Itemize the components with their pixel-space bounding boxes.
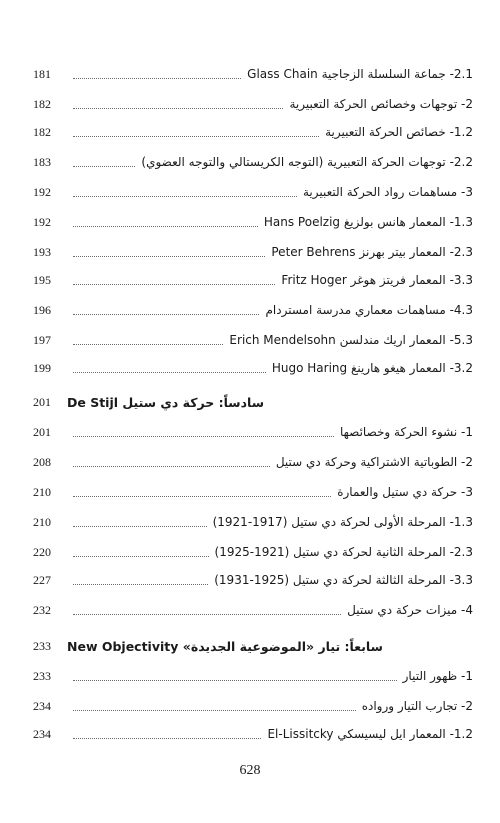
toc-entry — [33, 450, 473, 474]
toc-entry — [33, 568, 473, 592]
toc-entry — [33, 150, 473, 174]
toc-entry — [33, 298, 473, 322]
toc-entry — [33, 722, 473, 746]
toc-page-number: 201 — [33, 394, 51, 409]
toc-entry — [33, 510, 473, 534]
toc-title: 2.3- المرحلة الثانية لحركة دي ستيل (1921-1925) — [214, 545, 473, 559]
dot-leader — [73, 343, 223, 345]
toc-page-number: 192 — [33, 184, 51, 199]
toc-page-number: 232 — [33, 602, 51, 617]
toc-title: 1.2- خصائص الحركة التعبيرية — [325, 125, 473, 139]
dot-leader — [73, 679, 397, 681]
dot-leader — [73, 709, 356, 711]
toc-section-heading — [33, 634, 473, 658]
dot-leader — [73, 555, 209, 557]
toc-title: 2.1- جماعة السلسلة الزجاجية Glass Chain — [247, 67, 473, 81]
toc-page-number: 199 — [33, 360, 51, 375]
toc-title: 5.3- المعمار اريك مندلسن Erich Mendelsohn — [229, 333, 473, 347]
toc-page-number: 182 — [33, 124, 51, 139]
toc-entry — [33, 328, 473, 352]
toc-entry — [33, 92, 473, 116]
toc-page-number: 210 — [33, 514, 51, 529]
dot-leader — [73, 77, 241, 79]
toc-title: 2.2- توجهات الحركة التعبيرية (التوجه الكريستالي والتوجه العضوي) — [141, 155, 473, 169]
page-number: 628 — [239, 763, 261, 778]
dot-leader — [73, 737, 261, 739]
toc-page-number: 183 — [33, 154, 51, 169]
toc-title: 3- مساهمات رواد الحركة التعبيرية — [302, 185, 473, 199]
toc-page-number: 220 — [33, 544, 51, 559]
toc-title: 4- ميزات حركة دي ستيل — [347, 603, 473, 617]
toc-title: 1- ظهور التيار — [402, 669, 473, 683]
dot-leader — [73, 107, 283, 109]
toc-title: 2- تجارب التيار ورواده — [361, 699, 473, 713]
dot-leader — [73, 465, 270, 467]
toc-entry — [33, 268, 473, 292]
dot-leader — [73, 195, 297, 197]
toc-entry — [33, 356, 473, 380]
dot-leader — [73, 613, 341, 615]
toc-page-number: 182 — [33, 96, 51, 111]
toc-section-heading — [33, 390, 473, 414]
dot-leader — [73, 371, 266, 373]
toc-entry — [33, 180, 473, 204]
toc-page-number: 201 — [33, 424, 51, 439]
toc-title: 3.2- المعمار هيغو هارينغ Hugo Haring — [271, 361, 473, 375]
dot-leader — [73, 583, 208, 585]
toc-title: 2.3- المعمار بيتر بهرنز Peter Behrens — [271, 245, 473, 259]
toc-entry — [33, 664, 473, 688]
toc-title: 2- الطوباتية الاشتراكية وحركة دي ستيل — [275, 455, 473, 469]
toc-title: 1- نشوء الحركة وخصائصها — [339, 425, 473, 439]
toc-page-number: 208 — [33, 454, 51, 469]
toc-page-number: 234 — [33, 698, 51, 713]
toc-entry — [33, 120, 473, 144]
dot-leader — [73, 495, 331, 497]
toc-title: 4.3- مساهمات معماري مدرسة امستردام — [265, 303, 473, 317]
dot-leader — [73, 313, 259, 315]
toc-title: 1.3- المعمار هانس بولزيغ Hans Poelzig — [263, 215, 473, 229]
toc-entry — [33, 240, 473, 264]
dot-leader — [73, 135, 319, 137]
toc-page-number: 193 — [33, 244, 51, 259]
toc-entry — [33, 694, 473, 718]
toc-page-number: 181 — [33, 66, 51, 81]
toc-page-number: 197 — [33, 332, 51, 347]
toc-entry — [33, 210, 473, 234]
toc-entry — [33, 540, 473, 564]
dot-leader — [73, 525, 207, 527]
toc-page-number: 233 — [33, 638, 51, 653]
toc-page-number: 196 — [33, 302, 51, 317]
toc-title: 2- توجهات وخصائص الحركة التعبيرية — [289, 97, 473, 111]
toc-entry — [33, 598, 473, 622]
toc-title: 1.2- المعمار ايل ليسيسكي El-Lissitcky — [267, 727, 473, 741]
toc-title: 3- حركة دي ستيل والعمارة — [337, 485, 473, 499]
toc-title: سابعاً: تيار «الموضوعية الجديدة» New Objectivity — [67, 638, 383, 654]
dot-leader — [73, 165, 135, 167]
toc-title: سادساً: حركة دي ستيل De Stijl — [67, 394, 265, 410]
toc-page-number: 195 — [33, 272, 51, 287]
toc-page-number: 227 — [33, 572, 51, 587]
dot-leader — [73, 435, 334, 437]
toc-entry — [33, 480, 473, 504]
toc-title: 3.3- المرحلة الثالثة لحركة دي ستيل (1925-1931) — [214, 573, 473, 587]
toc-page-number: 192 — [33, 214, 51, 229]
toc-entry — [33, 62, 473, 86]
dot-leader — [73, 283, 275, 285]
dot-leader — [73, 255, 265, 257]
toc-page-number: 210 — [33, 484, 51, 499]
toc-page-number: 233 — [33, 668, 51, 683]
dot-leader — [73, 225, 258, 227]
toc-page-number: 234 — [33, 726, 51, 741]
toc-title: 3.3- المعمار فريتز هوغر Fritz Hoger — [281, 273, 473, 287]
toc-entry — [33, 420, 473, 444]
toc-title: 1.3- المرحلة الأولى لحركة دي ستيل (1917-1921) — [212, 515, 473, 529]
